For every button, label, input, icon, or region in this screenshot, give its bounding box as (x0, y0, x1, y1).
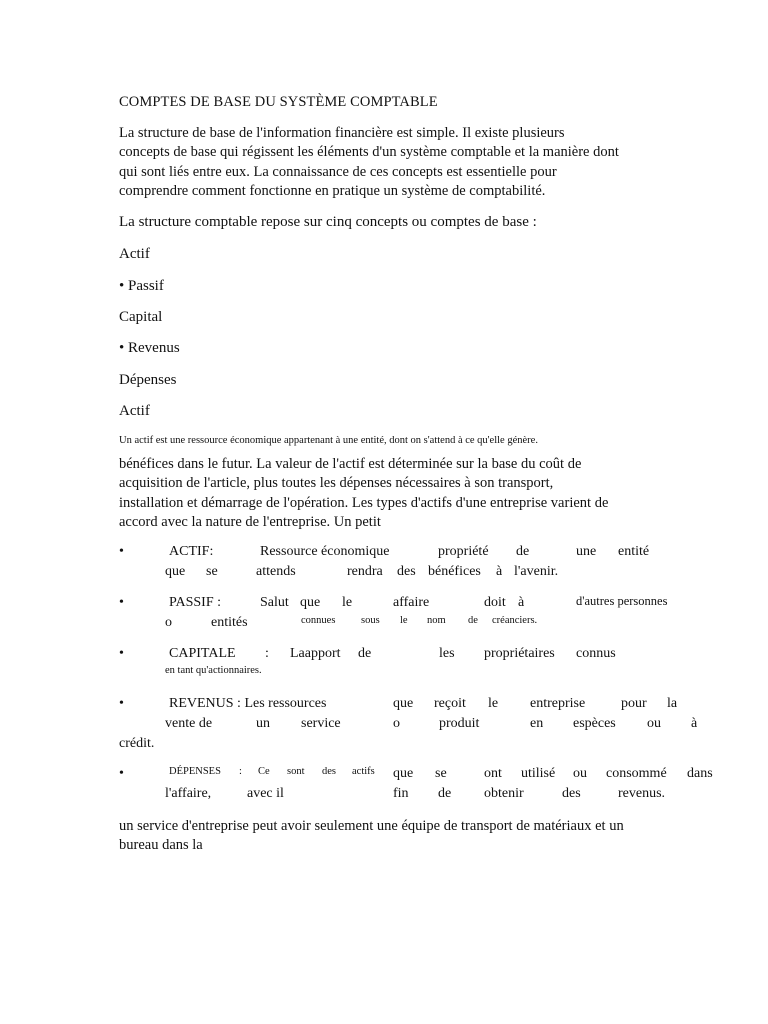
word: une (576, 544, 597, 559)
word: que (393, 696, 414, 711)
closing-paragraph (119, 817, 624, 856)
word: o (393, 716, 400, 731)
word: la (667, 696, 678, 711)
word: un (256, 716, 270, 731)
word: le (488, 696, 499, 711)
actif-paragraph (119, 455, 608, 532)
word: de (516, 544, 530, 559)
definition-term: PASSIF : (169, 595, 222, 610)
word: o (165, 615, 172, 630)
word: doit (484, 595, 506, 610)
word: crédit. (119, 736, 155, 751)
intro-line: concepts de base qui régissent les éléments d'un système comptable et la manière dont (119, 144, 619, 161)
word: service (301, 716, 341, 731)
word: ont (484, 766, 502, 781)
word: fin (393, 786, 409, 801)
definition-passif-line1 (0, 595, 768, 615)
word: Salut (260, 595, 289, 610)
definition-revenus-line2 (0, 716, 768, 736)
word: utilisé (521, 766, 556, 781)
word: nom (427, 615, 446, 626)
definition-actif-line2 (0, 564, 768, 584)
word: ou (647, 716, 661, 731)
word: des (562, 786, 581, 801)
word: d'autres personnes (576, 594, 668, 608)
word: attends (256, 564, 296, 579)
definition-depenses-line2 (0, 786, 768, 806)
word: le (400, 615, 408, 626)
word: des (322, 766, 336, 777)
word: créanciers. (492, 615, 538, 626)
word: que (393, 766, 414, 781)
word: sous (361, 615, 380, 626)
closing-line: bureau dans la (119, 837, 203, 854)
word: revenus. (618, 786, 666, 801)
word: entité (618, 544, 650, 559)
word: de (358, 646, 372, 661)
word: espèces (573, 716, 616, 731)
concept-item-passif: • Passif (119, 278, 164, 294)
word: entités (211, 615, 248, 630)
definition-revenus-line3 (0, 736, 768, 756)
word: Ressource économique (260, 544, 390, 559)
word: propriétaires (484, 646, 555, 661)
definition-term: REVENUS : Les ressources (169, 696, 327, 711)
word: consommé (606, 766, 667, 781)
word: connues (301, 615, 336, 626)
word: obtenir (484, 786, 524, 801)
word: que (165, 564, 186, 579)
word: actifs (352, 766, 375, 777)
definition-depenses-line1 (0, 766, 768, 786)
concept-item-depenses: Dépenses (119, 372, 177, 388)
definition-term: DÉPENSES (169, 766, 221, 777)
word: bénéfices (428, 564, 481, 579)
word: reçoit (434, 696, 466, 711)
word: produit (439, 716, 480, 731)
concept-item-actif: Actif (119, 246, 150, 262)
actif-line: accord avec la nature de l'entreprise. Un petit (119, 513, 381, 530)
actif-line: acquisition de l'article, plus toutes les dépenses nécessaires à son transport, (119, 475, 554, 492)
word: vente de (165, 716, 213, 731)
intro-line: qui sont liés entre eux. La connaissance de ces concepts est essentielle pour (119, 163, 557, 180)
word: que (300, 595, 321, 610)
structure-sentence: La structure comptable repose sur cinq concepts ou comptes de base : (119, 214, 537, 230)
actif-line: bénéfices dans le futur. La valeur de l'actif est déterminée sur la base du coût de (119, 456, 582, 472)
word: avec il (247, 786, 284, 801)
word: affaire (393, 595, 430, 610)
word: propriété (438, 544, 489, 559)
concept-item-capital: Capital (119, 309, 163, 325)
closing-line: un service d'entreprise peut avoir seulement une équipe de transport de matériaux et un (119, 818, 624, 834)
word: Ce (258, 766, 270, 777)
word: des (397, 564, 416, 579)
word: à (518, 595, 525, 610)
section-heading-actif: Actif (119, 403, 150, 419)
intro-paragraph (119, 124, 619, 201)
word: connus (576, 646, 616, 661)
word: de (438, 786, 452, 801)
word: : (239, 766, 242, 777)
bullet: • (119, 646, 124, 661)
word: Laapport (290, 646, 341, 661)
definition-actif-line1 (0, 544, 768, 564)
word: en tant qu'actionnaires. (165, 665, 262, 676)
actif-line: installation et démarrage de l'opération. Les types d'actifs d'une entreprise varient de (119, 494, 609, 511)
definition-term: ACTIF: (169, 544, 214, 559)
word: sont (287, 766, 305, 777)
definition-revenus-line1 (0, 696, 768, 716)
word: les (439, 646, 455, 661)
actif-small-line: Un actif est une ressource économique appartenant à une entité, dont on s'attend à ce qu'elle génère. (119, 435, 538, 446)
bullet: • (119, 595, 124, 610)
word: de (468, 615, 478, 626)
word: se (435, 766, 447, 781)
word: ou (573, 766, 587, 781)
document-title: COMPTES DE BASE DU SYSTÈME COMPTABLE (119, 94, 438, 110)
word: rendra (347, 564, 383, 579)
intro-line: La structure de base de l'information financière est simple. Il existe plusieurs (119, 125, 565, 141)
definition-capitale-line1 (0, 646, 768, 666)
word: entreprise (530, 696, 586, 711)
bullet: • (119, 544, 124, 559)
word: pour (621, 696, 647, 711)
definition-term: CAPITALE (169, 646, 236, 661)
definition-passif-line2 (0, 615, 768, 635)
word: dans (687, 766, 713, 781)
word: se (206, 564, 218, 579)
definition-capitale-line2 (0, 665, 768, 685)
word: : (265, 646, 269, 661)
word: l'affaire, (165, 786, 212, 801)
word: l'avenir. (514, 564, 559, 579)
bullet: • (119, 766, 124, 781)
bullet: • (119, 696, 124, 711)
concept-item-revenus: • Revenus (119, 340, 180, 356)
intro-line: comprendre comment fonctionne en pratique un système de comptabilité. (119, 182, 546, 199)
word: en (530, 716, 544, 731)
word: à (496, 564, 503, 579)
word: à (691, 716, 698, 731)
word: le (342, 595, 353, 610)
